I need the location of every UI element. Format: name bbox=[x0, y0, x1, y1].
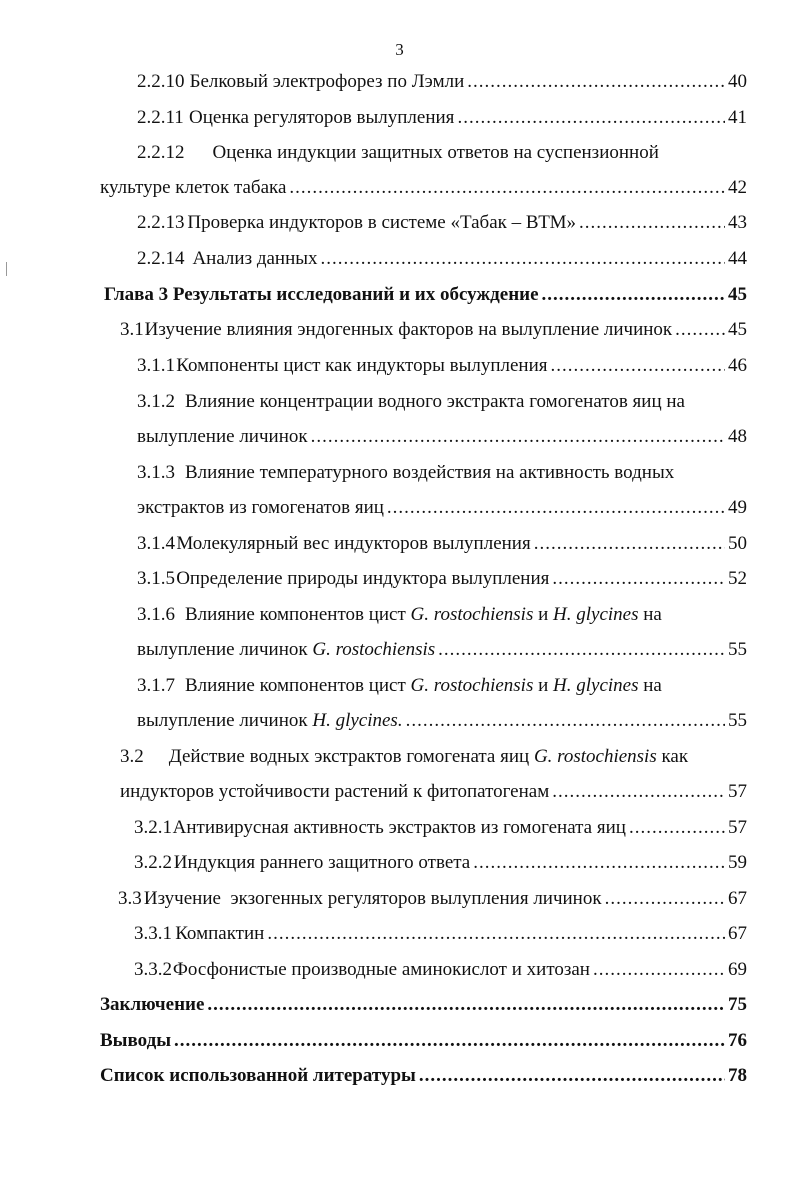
entry-number: 2.2.13 bbox=[137, 212, 185, 233]
entry-number: 3.3 bbox=[118, 888, 142, 909]
toc-entry-2-2-12[interactable] bbox=[137, 141, 747, 165]
toc-entry-3-1-3[interactable] bbox=[137, 461, 747, 485]
toc-findings[interactable] bbox=[100, 1029, 747, 1053]
leader-dots bbox=[311, 425, 725, 449]
entry-number: 2.2.14 bbox=[137, 248, 185, 269]
toc-entry-3-1-2-cont[interactable] bbox=[137, 425, 747, 449]
entry-page: 67 bbox=[728, 888, 747, 909]
toc-entry-3-2-1[interactable] bbox=[134, 816, 747, 840]
leader-dots bbox=[289, 176, 725, 200]
toc-entry-3-1-7[interactable] bbox=[137, 674, 747, 698]
entry-title-part: вылупление личинок bbox=[137, 639, 313, 660]
leader-dots bbox=[267, 922, 725, 946]
entry-page: 50 bbox=[728, 533, 747, 554]
entry-title: Индукция раннего защитного ответа bbox=[173, 852, 471, 873]
entry-page: 57 bbox=[728, 781, 747, 802]
page-number: 3 bbox=[395, 40, 404, 59]
toc-chapter-3[interactable] bbox=[104, 283, 747, 307]
entry-title-part: как bbox=[656, 746, 689, 767]
entry-number: 2.2.11 bbox=[137, 107, 184, 128]
entry-title-part: Влияние компонентов цист bbox=[185, 604, 411, 625]
entry-title: Анализ данных bbox=[192, 248, 318, 269]
leader-dots bbox=[605, 887, 725, 911]
leader-dots bbox=[552, 567, 725, 591]
leader-dots bbox=[542, 283, 725, 307]
entry-title-cont: экстрактов из гомогенатов яиц bbox=[137, 497, 384, 518]
toc-entry-3-3[interactable] bbox=[118, 887, 747, 911]
species-name: G. rostochiensis bbox=[410, 604, 534, 625]
leader-dots bbox=[321, 247, 725, 271]
toc-entry-2-2-14[interactable] bbox=[137, 247, 747, 271]
entry-page: 45 bbox=[728, 319, 747, 340]
entry-title: Молекулярный вес индукторов вылупления bbox=[176, 533, 531, 554]
entry-number: 3.1.3 bbox=[137, 462, 175, 483]
leader-dots bbox=[579, 211, 725, 235]
species-name: G. rostochiensis bbox=[410, 675, 534, 696]
entry-title: Выводы bbox=[100, 1030, 172, 1051]
entry-number: 3.1.1 bbox=[137, 355, 175, 376]
species-name: H. glycines bbox=[553, 604, 639, 625]
entry-number: 3.1.7 bbox=[137, 675, 175, 696]
entry-page: 59 bbox=[728, 852, 747, 873]
entry-page: 52 bbox=[728, 568, 747, 589]
toc-entry-3-1-5[interactable] bbox=[137, 567, 747, 591]
toc-references[interactable] bbox=[100, 1064, 747, 1088]
entry-number: 3.1.2 bbox=[137, 391, 175, 412]
leader-dots bbox=[467, 70, 725, 94]
leader-dots bbox=[675, 318, 725, 342]
entry-title-cont: индукторов устойчивости растений к фитопатогенам bbox=[120, 781, 550, 802]
entry-title-part: и bbox=[533, 604, 554, 625]
toc-entry-3-1-2[interactable] bbox=[137, 390, 747, 414]
entry-number: 3.1.5 bbox=[137, 568, 175, 589]
entry-title-part: и bbox=[533, 675, 554, 696]
entry-title: Оценка регуляторов вылупления bbox=[189, 107, 455, 128]
species-name: H. glycines bbox=[553, 675, 639, 696]
toc-entry-3-1-1[interactable] bbox=[137, 354, 747, 378]
toc-entry-3-3-1[interactable] bbox=[134, 922, 747, 946]
entry-number: 3.3.2 bbox=[134, 959, 172, 980]
entry-title-cont: культуре клеток табака bbox=[100, 177, 287, 198]
toc-entry-3-2-cont[interactable] bbox=[120, 780, 747, 804]
entry-title: Влияние концентрации водного экстракта гомогенатов яиц на bbox=[185, 391, 685, 412]
species-name: H. glycines. bbox=[312, 710, 403, 731]
toc-entry-3-1-4[interactable] bbox=[137, 532, 747, 556]
entry-number: 3.3.1 bbox=[134, 923, 172, 944]
toc-entry-3-2-2[interactable] bbox=[134, 851, 747, 875]
species-name: G. rostochiensis bbox=[533, 746, 657, 767]
entry-title: Оценка индукции защитных ответов на суспензионной bbox=[212, 142, 659, 163]
toc-entry-3-1-6[interactable] bbox=[137, 603, 747, 627]
toc-entry-2-2-11[interactable] bbox=[137, 106, 747, 130]
entry-page: 44 bbox=[728, 248, 747, 269]
leader-dots bbox=[207, 993, 725, 1017]
entry-title: Изучение экзогенных регуляторов вылупления личинок bbox=[143, 888, 602, 909]
entry-page: 76 bbox=[728, 1030, 747, 1051]
entry-page: 67 bbox=[728, 923, 747, 944]
leader-dots bbox=[174, 1029, 725, 1053]
chapter-number: Глава 3 bbox=[104, 284, 169, 305]
entry-title: Фосфонистые производные аминокислот и хитозан bbox=[172, 959, 590, 980]
toc-entry-2-2-12-cont[interactable] bbox=[100, 176, 747, 200]
entry-page: 42 bbox=[728, 177, 747, 198]
toc-entry-3-1-3-cont[interactable] bbox=[137, 496, 747, 520]
toc-entry-2-2-10[interactable] bbox=[137, 70, 747, 94]
entry-page: 43 bbox=[728, 212, 747, 233]
entry-page: 57 bbox=[728, 817, 747, 838]
entry-title: Проверка индукторов в системе «Табак – ВТМ» bbox=[187, 212, 577, 233]
toc-entry-3-1[interactable] bbox=[120, 318, 747, 342]
chapter-title: Результаты исследований и их обсуждение bbox=[172, 284, 539, 305]
leader-dots bbox=[457, 106, 725, 130]
entry-page: 48 bbox=[728, 426, 747, 447]
entry-title-part: Действие водных экстрактов гомогената яиц bbox=[168, 746, 534, 767]
margin-mark bbox=[6, 262, 7, 276]
entry-title-part: на bbox=[638, 675, 662, 696]
toc-entry-2-2-13[interactable] bbox=[137, 211, 747, 235]
toc-entry-3-2[interactable] bbox=[120, 745, 747, 769]
leader-dots bbox=[406, 709, 725, 733]
entry-title-part: на bbox=[638, 604, 662, 625]
leader-dots bbox=[387, 496, 725, 520]
entry-title-part: Влияние компонентов цист bbox=[185, 675, 411, 696]
entry-title: Влияние температурного воздействия на активность водных bbox=[185, 462, 675, 483]
toc-entry-3-1-7-cont[interactable] bbox=[137, 709, 747, 733]
leader-dots bbox=[419, 1064, 725, 1088]
entry-page: 45 bbox=[728, 284, 747, 305]
entry-page: 46 bbox=[728, 355, 747, 376]
entry-title: Компоненты цист как индукторы вылупления bbox=[176, 355, 548, 376]
entry-page: 78 bbox=[728, 1065, 747, 1086]
entry-number: 2.2.10 bbox=[137, 71, 185, 92]
entry-title: Определение природы индуктора вылупления bbox=[176, 568, 550, 589]
entry-title: Изучение влияния эндогенных факторов на вылупление личинок bbox=[144, 319, 673, 340]
species-name: G. rostochiensis bbox=[312, 639, 436, 660]
toc-entry-3-1-6-cont[interactable] bbox=[137, 638, 747, 662]
leader-dots bbox=[473, 851, 725, 875]
entry-page: 75 bbox=[728, 994, 747, 1015]
entry-title-cont: вылупление личинок bbox=[137, 426, 308, 447]
entry-number: 3.1.6 bbox=[137, 604, 175, 625]
entry-number: 3.2 bbox=[120, 746, 144, 767]
entry-number: 3.1.4 bbox=[137, 533, 175, 554]
entry-number: 3.2.1 bbox=[134, 817, 172, 838]
entry-title: Компактин bbox=[175, 923, 265, 944]
entry-page: 55 bbox=[728, 710, 747, 731]
leader-dots bbox=[534, 532, 725, 556]
entry-page: 40 bbox=[728, 71, 747, 92]
entry-number: 2.2.12 bbox=[137, 142, 185, 163]
leader-dots bbox=[550, 354, 725, 378]
entry-page: 69 bbox=[728, 959, 747, 980]
entry-title: Белковый электрофорез по Лэмли bbox=[189, 71, 465, 92]
leader-dots bbox=[593, 958, 725, 982]
entry-number: 3.1 bbox=[120, 319, 144, 340]
toc-entry-3-3-2[interactable] bbox=[134, 958, 747, 982]
entry-title: Антивирусная активность экстрактов из гомогената яиц bbox=[172, 817, 626, 838]
leader-dots bbox=[438, 638, 725, 662]
entry-page: 41 bbox=[728, 107, 747, 128]
entry-title-part: вылупление личинок bbox=[137, 710, 313, 731]
entry-title: Список использованной литературы bbox=[100, 1065, 416, 1086]
leader-dots bbox=[629, 816, 725, 840]
entry-title: Заключение bbox=[100, 994, 205, 1015]
leader-dots bbox=[552, 780, 725, 804]
entry-number: 3.2.2 bbox=[134, 852, 172, 873]
entry-page: 55 bbox=[728, 639, 747, 660]
toc-conclusion[interactable] bbox=[100, 993, 747, 1017]
entry-page: 49 bbox=[728, 497, 747, 518]
